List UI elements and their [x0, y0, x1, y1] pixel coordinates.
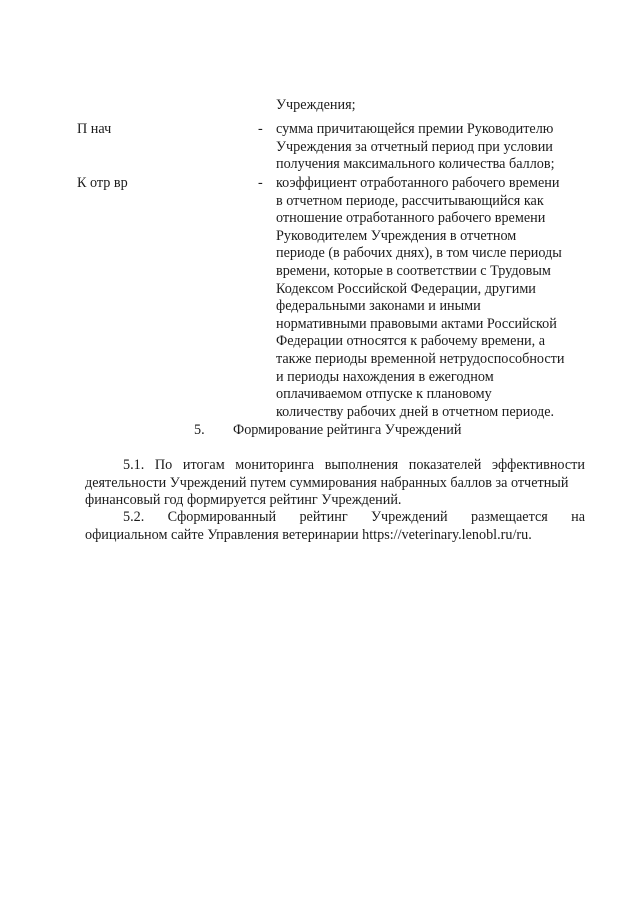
continuation-text: Учреждения; [276, 97, 356, 113]
definition-line: Руководителем Учреждения в отчетном [276, 227, 517, 244]
definition-line: количеству рабочих дней в отчетном периоде. [276, 403, 555, 420]
definition-text [276, 121, 588, 174]
definition-line: Учреждения за отчетный период при условии [276, 138, 553, 155]
definition-line: также периоды временной нетрудоспособности [276, 350, 565, 367]
definition-term: П нач [77, 121, 112, 137]
paragraph-5-2 [85, 509, 585, 544]
section-title: Формирование рейтинга Учреждений [233, 422, 462, 438]
definition-line: времени, которые в соответствии с Трудовым [276, 262, 551, 279]
word: выполнения [324, 457, 399, 473]
word: на [571, 509, 585, 525]
definition-line: в отчетном периоде, рассчитывающийся как [276, 192, 544, 209]
definition-line: периоде (в рабочих днях), в том числе периоды [276, 245, 562, 262]
word: рейтинг [299, 509, 348, 525]
definition-line: Кодексом Российской Федерации, другими [276, 280, 536, 297]
paragraph-line: официальном сайте Управления ветеринарии https://veterinary.lenobl.ru/ru. [85, 526, 532, 543]
paragraph-5-1 [85, 457, 585, 510]
definition-line: нормативными правовыми актами Российской [276, 315, 557, 332]
definition-line: оплачиваемом отпуске к плановому [276, 386, 492, 403]
paragraph-line [85, 457, 585, 475]
paragraph-line: деятельности Учреждений путем суммирования набранных баллов за отчетный [85, 474, 569, 491]
definition-term: К отр вр [77, 175, 128, 191]
definition-line: получения максимального количества баллов; [276, 156, 555, 173]
word: По [154, 457, 173, 473]
word: мониторинга [235, 457, 315, 473]
word: Учреждений [370, 509, 448, 525]
word: размещается [470, 509, 548, 525]
definition-line: федеральными законами и иными [276, 298, 481, 315]
paragraph-line: финансовый год формируется рейтинг Учреждений. [85, 492, 402, 509]
paragraph-line [85, 509, 585, 527]
word: эффективности [492, 457, 585, 473]
word: итогам [182, 457, 225, 473]
definition-dash: - [258, 175, 263, 191]
definition-line: отношение отработанного рабочего времени [276, 210, 546, 227]
definition-line: и периоды нахождения в ежегодном [276, 368, 494, 385]
word: Сформированный [167, 509, 277, 525]
word: показателей [408, 457, 482, 473]
definition-line: сумма причитающейся премии Руководителю [276, 121, 554, 137]
definition-dash: - [258, 121, 263, 137]
definition-line: Федерации относятся к рабочему времени, а [276, 333, 546, 350]
section-number: 5. [194, 422, 205, 438]
word: 5.1. [123, 457, 145, 473]
definition-text [276, 175, 588, 421]
word: 5.2. [123, 509, 145, 525]
definition-line: коэффициент отработанного рабочего времени [276, 175, 560, 191]
